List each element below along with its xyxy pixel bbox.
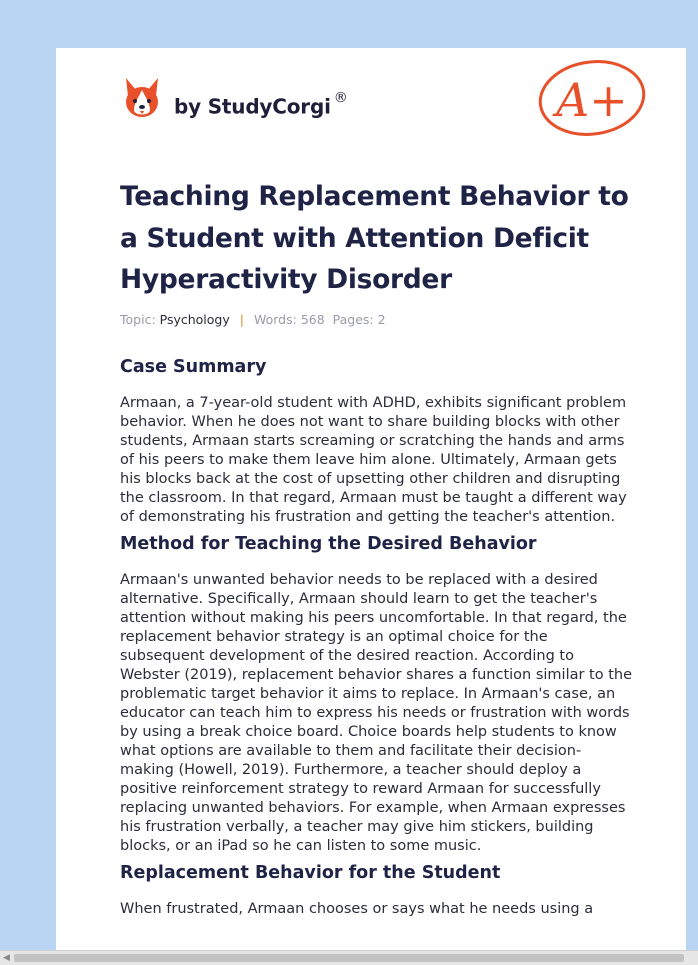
pages-count: 2 <box>377 312 386 327</box>
words-label: Words: <box>253 312 297 327</box>
topic-link[interactable]: Psychology <box>159 312 230 327</box>
brand-name: by StudyCorgi ® <box>174 90 348 119</box>
topic-label: Topic: <box>120 312 156 327</box>
meta-separator: | <box>239 312 244 327</box>
scroll-left-icon[interactable]: ◀ <box>3 953 10 963</box>
document-page <box>56 48 686 964</box>
section-paragraph: Armaan's unwanted behavior needs to be replaced with a desired alternative. Specifically, Armaan should learn to get the teacher's attention without making his peers uncomfortable. In that regard, the replacement behavior strategy is an optimal choice for the subsequent development of the desired reaction. According to Webster (2019), replacement behavior shares a function similar to the problematic target behavior it aims to replace. In Armaan's case, an educator can teach him to express his needs or frustration with words by using a break choice board. Choice boards help students to know what options are available to them and facilitate their decision-making (Howell, 2019). Furthermore, a teacher should deploy a positive reinforcement strategy to reward Armaan for successfully replacing unwanted behaviors. For example, when Armaan expresses his frustration verbally, a teacher may give him stickers, building blocks, or an iPad so he can listen to some music. <box>120 572 633 854</box>
document-title: Teaching Replacement Behavior to a Student with Attention Deficit Hyperactivity Disorder <box>120 181 629 295</box>
grade-badge-a-plus <box>536 58 648 140</box>
horizontal-scrollbar[interactable] <box>0 950 698 965</box>
document-meta <box>120 312 386 327</box>
scrollbar-thumb[interactable] <box>14 954 684 962</box>
corgi-logo-icon <box>122 76 162 120</box>
section-paragraph: Armaan, a 7-year-old student with ADHD, exhibits significant problem behavior. When he does not want to share building blocks with other students, Armaan starts screaming or scratching the hands and arms of his peers to make them leave him alone. Ultimately, Armaan gets his blocks back at the cost of upsetting other children and disrupting the classroom. In that regard, Armaan must be taught a different way of demonstrating his frustration and getting the teacher's attention. <box>120 395 627 525</box>
section-heading-replacement-behavior: Replacement Behavior for the Student <box>120 863 501 883</box>
pages-label: Pages: <box>332 312 374 327</box>
section-heading-method: Method for Teaching the Desired Behavior <box>120 534 537 554</box>
svg-text:A+: A+ <box>556 73 628 127</box>
document-body <box>120 354 634 923</box>
section-heading-case-summary: Case Summary <box>120 357 267 377</box>
section-paragraph: When frustrated, Armaan chooses or says what he needs using a <box>120 901 594 917</box>
words-count: 568 <box>300 312 325 327</box>
